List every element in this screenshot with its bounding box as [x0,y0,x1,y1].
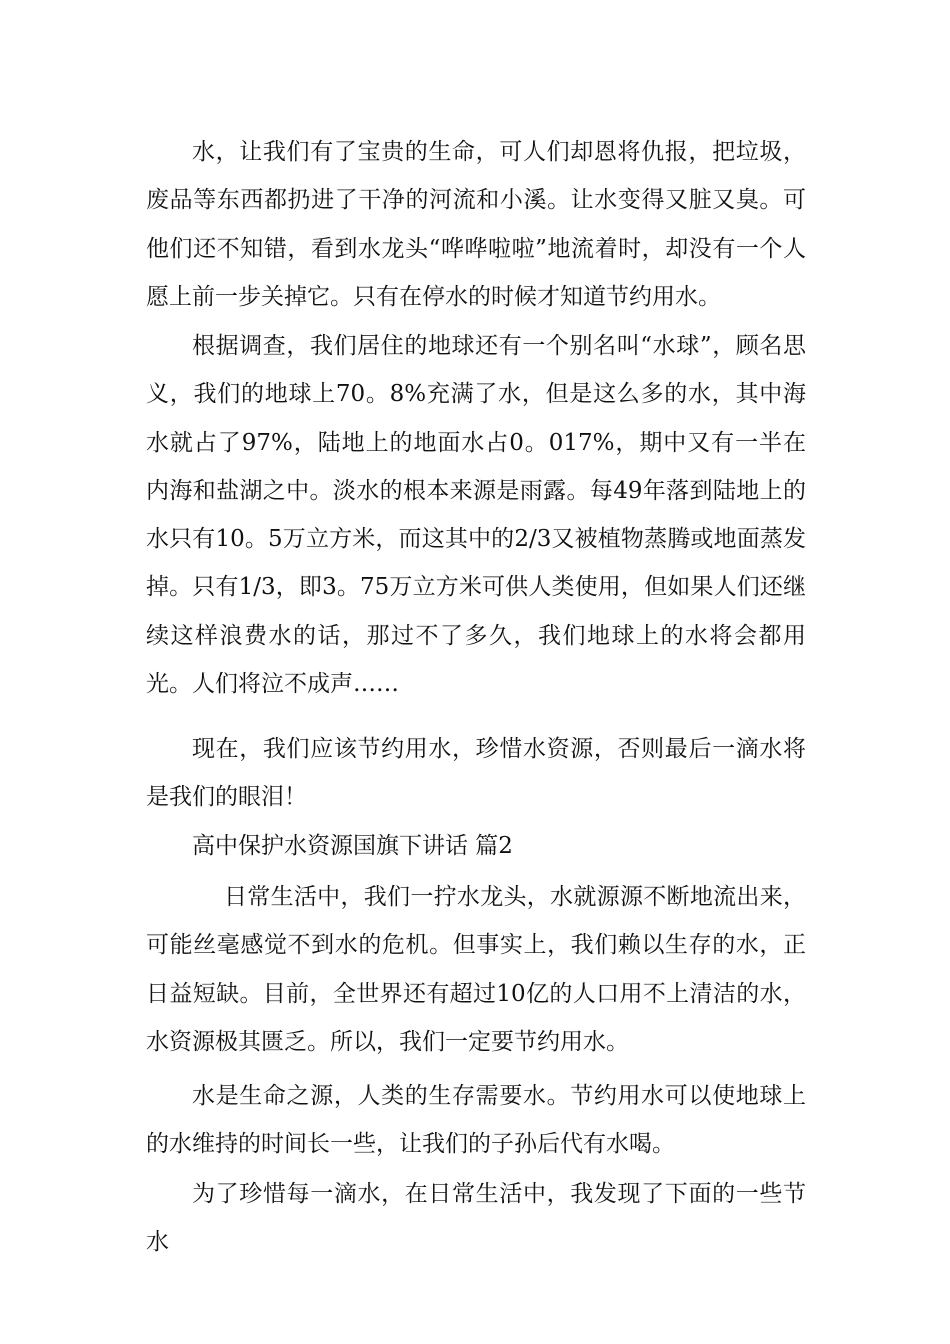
paragraph-water-pollution: 水，让我们有了宝贵的生命，可人们却恩将仇报，把垃圾，废品等东西都扔进了干净的河流和小溪。让水变得又脏又臭。可他们还不知错，看到水龙头“哗哗啦啦”地流着时，却没有一个人愿上前一步关掉它。只有在停水的时候才知道节约用水。 [146,139,806,310]
section-heading: 高中保护水资源国旗下讲话 篇2 [192,833,513,859]
paragraph-save-water-call: 现在，我们应该节约用水，珍惜水资源，否则最后一滴水将是我们的眼泪！ [146,736,806,811]
paragraph-source-of-life: 水是生命之源，人类的生存需要水。节约用水可以使地球上的水维持的时间长一些，让我们的子孙后代有水喝。 [146,1083,806,1158]
paragraph-water-statistics: 根据调查，我们居住的地球还有一个别名叫“水球”，顾名思义，我们的地球上70。8%充满了水，但是这么多的水，其中海水就占了97%，陆地上的地面水占0。017%，期中又有一半在内海和盐湖之中。淡水的根本来源是雨露。每49年落到陆地上的水只有10。5万立方米，而这其中的2/3又被植物蒸腾或地面蒸发掉。只有1/3，即3。75万立方米可供人类使用，但如果人们还继续这样浪费水的话，那过不了多久，我们地球上的水将会都用光。人们将泣不成声…… [146,333,806,698]
paragraph-daily-life: 日常生活中，我们一拧水龙头，水就源源不断地流出来，可能丝毫感觉不到水的危机。但事实上，我们赖以生存的水，正日益短缺。目前，全世界还有超过10亿的人口用不上清洁的水，水资源极其匮乏。所以，我们一定要节约用水。 [146,884,806,1055]
paragraph-saving-tips-intro: 为了珍惜每一滴水，在日常生活中，我发现了下面的一些节水 [146,1181,806,1256]
